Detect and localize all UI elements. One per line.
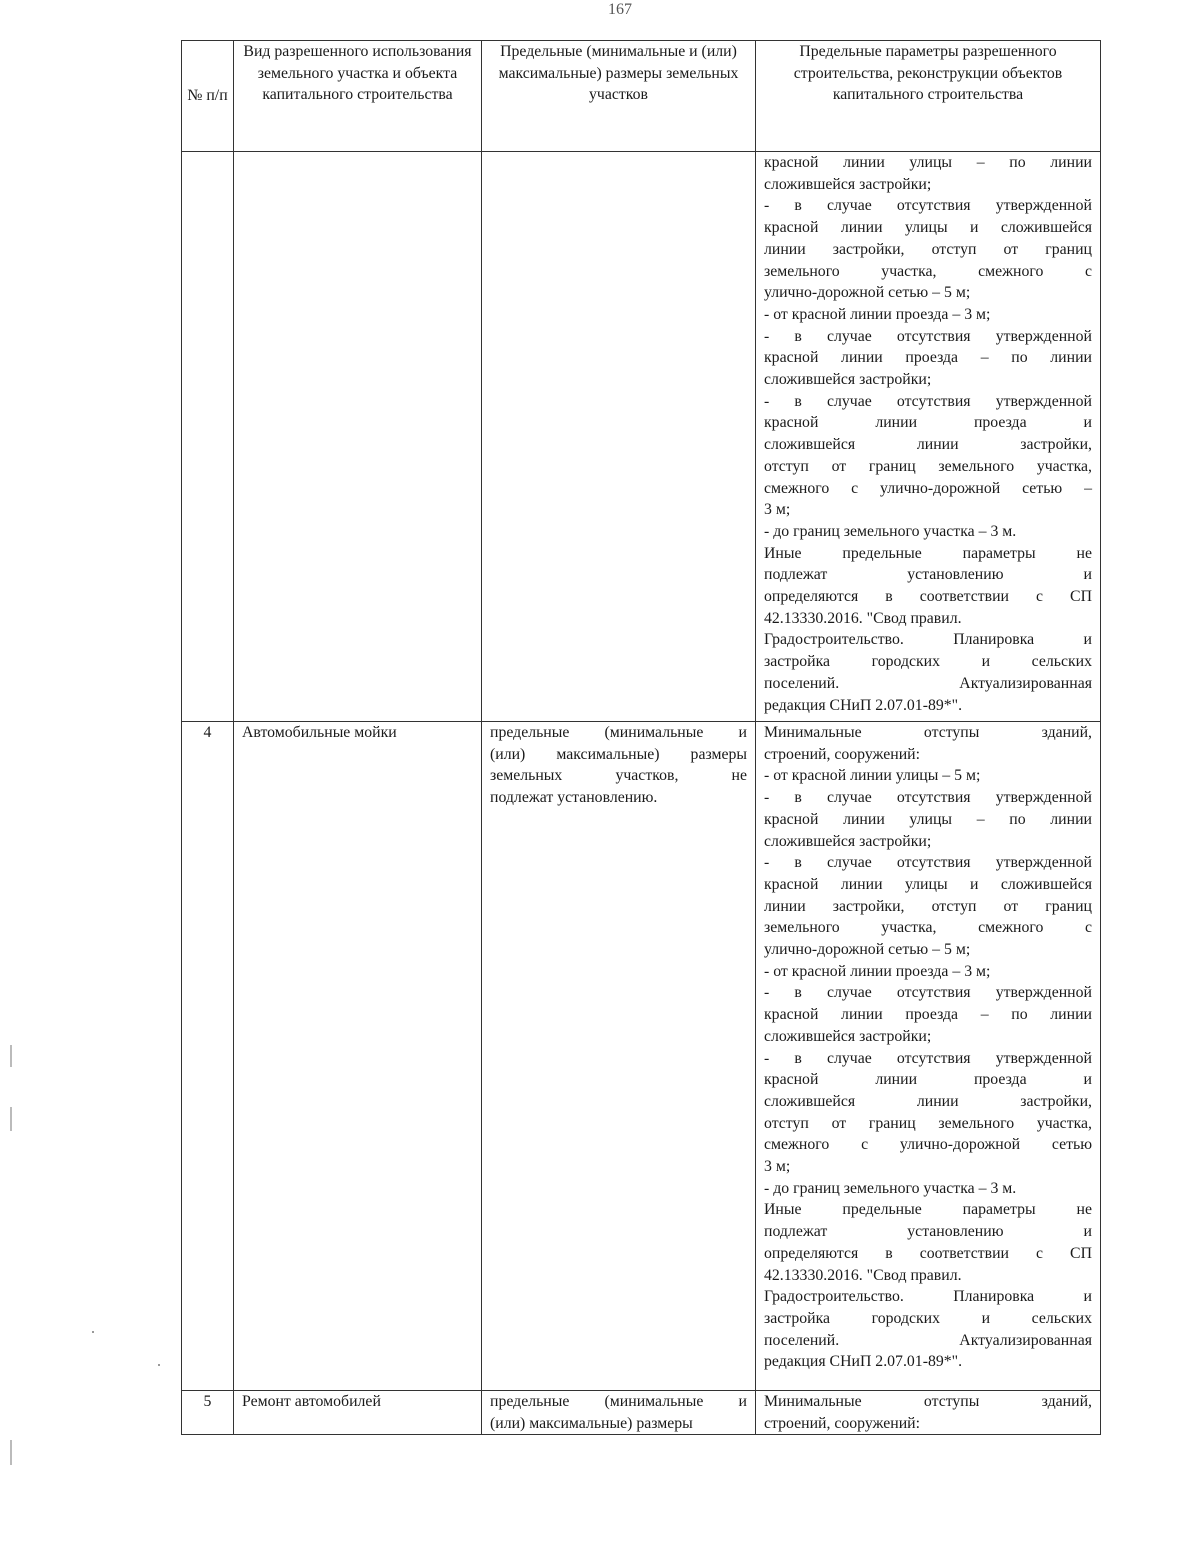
- cell-text-line: редакция СНиП 2.07.01-89*".: [764, 1353, 963, 1371]
- scan-speck: [158, 1364, 160, 1366]
- row-5-number: 5: [182, 1391, 234, 1435]
- cell-text-line: смежного с улично-дорожной сетью: [764, 1136, 1092, 1154]
- cell-text-line: улично-дорожной сетью – 5 м;: [764, 284, 971, 302]
- cell-text-line: сложившейся застройки;: [764, 1027, 932, 1045]
- table-row: [182, 1391, 1101, 1435]
- scan-margin-mark: [10, 1440, 12, 1465]
- cell-text-line: улично-дорожной сетью – 5 м;: [764, 941, 971, 959]
- cell-text-line: строений, сооружений:: [764, 1414, 921, 1432]
- row-continuation-size: [482, 152, 756, 722]
- cell-text-line: - в случае отсутствия утвержденной: [764, 392, 1092, 410]
- row-continuation-number: [182, 152, 234, 722]
- cell-text-line: редакция СНиП 2.07.01-89*".: [764, 696, 963, 714]
- row-5-size: [482, 1391, 756, 1435]
- cell-text-line: предельные (минимальные и: [490, 724, 747, 741]
- cell-text-line: подлежат установлению и: [764, 1223, 1092, 1241]
- cell-text-line: строений, сооружений:: [764, 745, 921, 763]
- header-number: № п/п: [182, 41, 234, 152]
- row-continuation-params: [756, 152, 1101, 722]
- scan-margin-mark: [10, 1045, 12, 1067]
- cell-text-line: застройка городских и сельских: [764, 653, 1092, 671]
- row-continuation-use: [234, 152, 482, 722]
- scan-margin-mark: [10, 1107, 12, 1131]
- cell-text-line: линии застройки, отступ от границ: [764, 240, 1092, 258]
- cell-text-line: красной линии улицы – по линии: [764, 154, 1092, 171]
- cell-text-line: подлежат установлению.: [490, 789, 658, 807]
- cell-text-line: смежного с улично-дорожной сетью –: [764, 479, 1092, 497]
- cell-text-line: Минимальные отступы зданий,: [764, 724, 1092, 741]
- cell-text-line: Иные предельные параметры не: [764, 544, 1092, 562]
- cell-text-line: - в случае отсутствия утвержденной: [764, 854, 1092, 872]
- cell-text-line: - в случае отсутствия утвержденной: [764, 984, 1092, 1002]
- cell-text-line: 3 м;: [764, 501, 791, 519]
- row-5-params: [756, 1391, 1101, 1435]
- cell-text-line: определяются в соответствии с СП: [764, 1244, 1092, 1262]
- cell-text-line: сложившейся застройки;: [764, 175, 932, 193]
- cell-text-line: красной линии проезда – по линии: [764, 1006, 1092, 1024]
- scan-speck: [92, 1331, 94, 1333]
- cell-text-line: - в случае отсутствия утвержденной: [764, 1049, 1092, 1067]
- header-construction-params: Предельные параметры разрешенного строительства, реконструкции объектов капитального строительства: [756, 41, 1101, 152]
- cell-text-line: - в случае отсутствия утвержденной: [764, 327, 1092, 345]
- cell-text-line: Градостроительство. Планировка и: [764, 631, 1092, 649]
- cell-text-line: 42.13330.2016. "Свод правил.: [764, 609, 962, 627]
- cell-text-line: земельного участка, смежного с: [764, 262, 1092, 280]
- table-row: [182, 722, 1101, 1391]
- cell-text-line: - от красной линии улицы – 5 м;: [764, 767, 981, 785]
- cell-text-line: отступ от границ земельного участка,: [764, 1114, 1092, 1132]
- cell-text-line: земельного участка, смежного с: [764, 919, 1092, 937]
- cell-text-line: сложившейся линии застройки,: [764, 1092, 1092, 1110]
- cell-text-line: поселений. Актуализированная: [764, 674, 1092, 692]
- cell-text-line: Иные предельные параметры не: [764, 1201, 1092, 1219]
- table-header-row: [182, 41, 1101, 152]
- row-5-use: Ремонт автомобилей: [234, 1391, 482, 1435]
- zoning-parameters-table: [181, 40, 1101, 1435]
- cell-text-line: - до границ земельного участка – 3 м.: [764, 1179, 1017, 1197]
- cell-text-line: сложившейся застройки;: [764, 832, 932, 850]
- cell-text-line: предельные (минимальные и: [490, 1393, 747, 1410]
- row-4-number: 4: [182, 722, 234, 1391]
- cell-text-line: 42.13330.2016. "Свод правил.: [764, 1266, 962, 1284]
- cell-text-line: Градостроительство. Планировка и: [764, 1288, 1092, 1306]
- cell-text-line: - от красной линии проезда – 3 м;: [764, 305, 991, 323]
- cell-text-line: сложившейся застройки;: [764, 371, 932, 389]
- cell-text-line: линии застройки, отступ от границ: [764, 897, 1092, 915]
- cell-text-line: - до границ земельного участка – 3 м.: [764, 522, 1017, 540]
- row-4-size: [482, 722, 756, 1391]
- header-plot-size: Предельные (минимальные и (или) максимальные) размеры земельных участков: [482, 41, 756, 152]
- cell-text-line: красной линии проезда и: [764, 414, 1092, 432]
- cell-text-line: красной линии улицы – по линии: [764, 810, 1092, 828]
- cell-text-line: поселений. Актуализированная: [764, 1331, 1092, 1349]
- cell-text-line: (или) максимальные) размеры: [490, 745, 747, 763]
- cell-text-line: определяются в соответствии с СП: [764, 588, 1092, 606]
- cell-text-line: земельных участков, не: [490, 767, 747, 785]
- row-4-use: Автомобильные мойки: [234, 722, 482, 1391]
- cell-text-line: подлежат установлению и: [764, 566, 1092, 584]
- header-use-type: Вид разрешенного использования земельного участка и объекта капитального строительства: [234, 41, 482, 152]
- cell-text-line: - от красной линии проезда – 3 м;: [764, 962, 991, 980]
- cell-text-line: застройка городских и сельских: [764, 1309, 1092, 1327]
- cell-text-line: красной линии проезда – по линии: [764, 349, 1092, 367]
- cell-text-line: красной линии улицы и сложившейся: [764, 219, 1092, 237]
- cell-text-line: - в случае отсутствия утвержденной: [764, 197, 1092, 215]
- page-number: 167: [608, 1, 632, 14]
- cell-text-line: красной линии улицы и сложившейся: [764, 875, 1092, 893]
- row-4-params: [756, 722, 1101, 1391]
- cell-text-line: красной линии проезда и: [764, 1071, 1092, 1089]
- cell-text-line: 3 м;: [764, 1158, 791, 1176]
- cell-text-line: Минимальные отступы зданий,: [764, 1393, 1092, 1410]
- cell-text-line: - в случае отсутствия утвержденной: [764, 789, 1092, 807]
- cell-text-line: отступ от границ земельного участка,: [764, 457, 1092, 475]
- cell-text-line: (или) максимальные) размеры: [490, 1414, 693, 1432]
- table-row: [182, 152, 1101, 722]
- cell-text-line: сложившейся линии застройки,: [764, 436, 1092, 454]
